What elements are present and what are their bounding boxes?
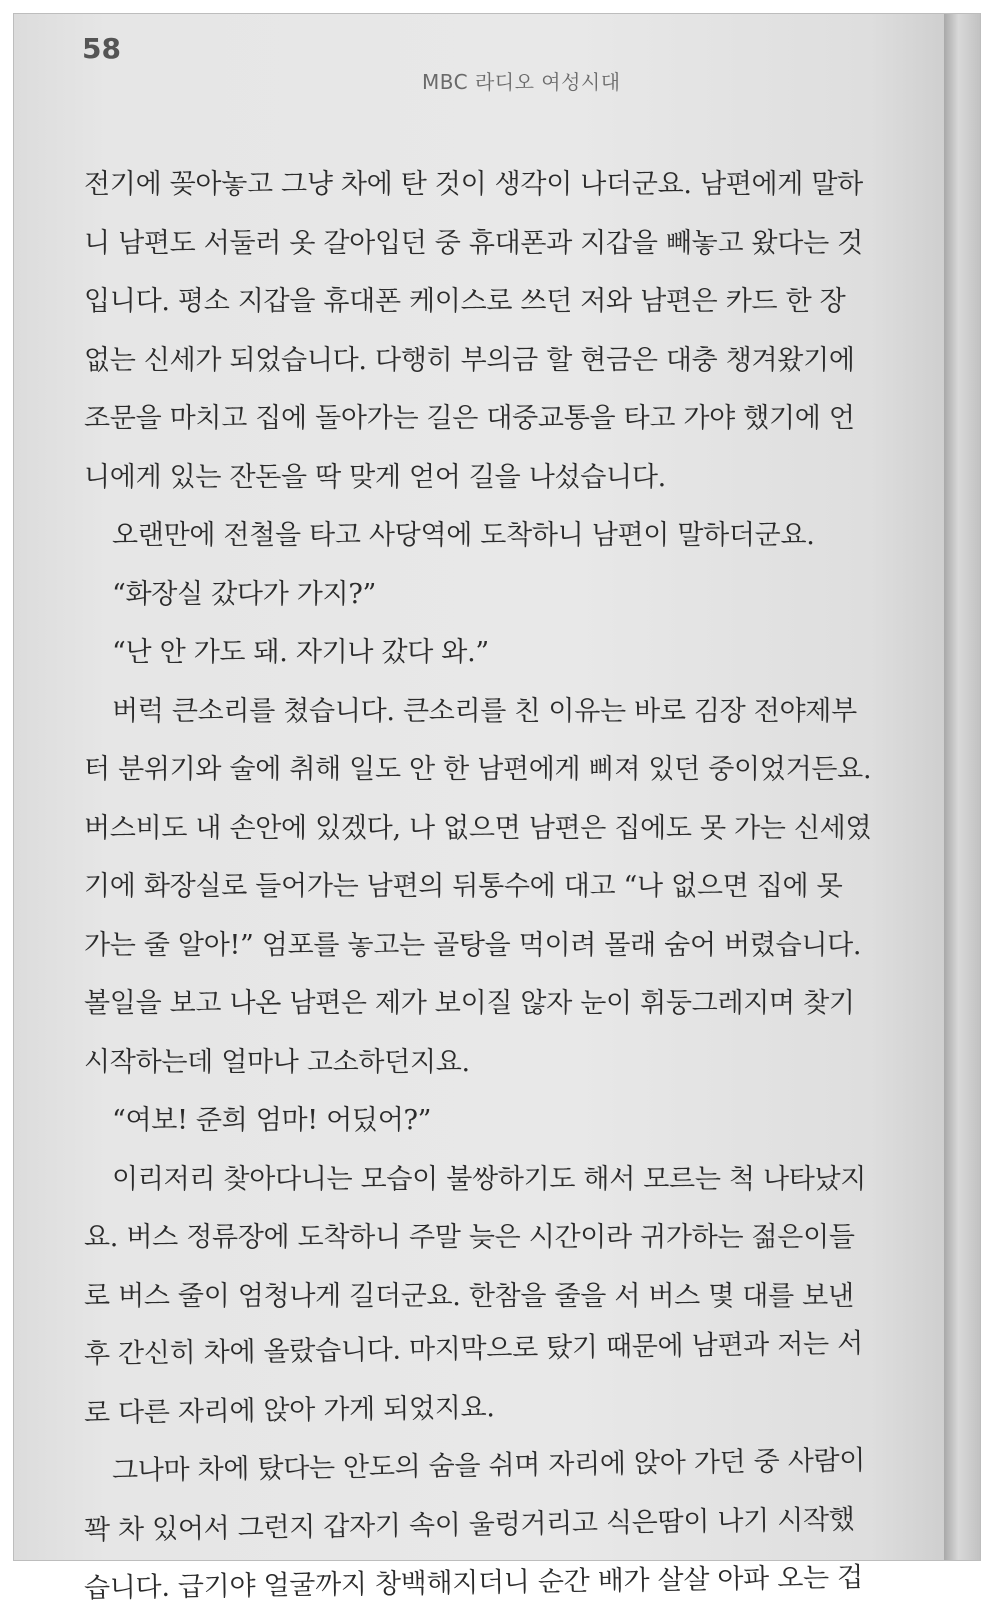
text-line: 꽉 차 있어서 그런지 갑자기 속이 울렁거리고 식은땀이 나기 시작했 [83,1503,855,1546]
page-number: 58 [82,32,121,65]
text-line: 로 다른 자리에 앉아 가게 되었지요. [83,1391,495,1429]
text-line: 볼일을 보고 나온 남편은 제가 보이질 않자 눈이 휘둥그레지며 찾기 [84,988,855,1019]
text-line: 기에 화장실로 들어가는 남편의 뒤통수에 대고 “나 없으면 집에 못 [84,871,843,902]
book-page-edge [944,14,980,1560]
text-line: “여보! 준희 엄마! 어딨어?” [112,1105,432,1136]
text-line: 조문을 마치고 집에 돌아가는 길은 대중교통을 타고 가야 했기에 언 [84,403,855,434]
text-line: 요. 버스 정류장에 도착하니 주말 늦은 시간이라 귀가하는 젊은이들 [84,1222,855,1253]
text-line: “화장실 갔다가 가지?” [112,578,377,610]
text-line: 입니다. 평소 지갑을 휴대폰 케이스로 쓰던 저와 남편은 카드 한 장 [84,286,846,317]
text-line: 없는 신세가 되었습니다. 다행히 부의금 할 현금은 대충 챙겨왔기에 [84,344,855,376]
book-page [14,14,946,1604]
text-line: 오랜만에 전철을 타고 사당역에 도착하니 남편이 말하더군요. [112,520,815,551]
text-line: 시작하는데 얼마나 고소하던지요. [84,1046,470,1078]
text-line: 터 분위기와 술에 취해 일도 안 한 남편에게 삐져 있던 중이었거든요. [84,754,872,785]
text-line: 버스비도 내 손안에 있겠다, 나 없으면 남편은 집에도 못 가는 신세였 [84,812,872,844]
text-line: 로 버스 줄이 엄청나게 길더군요. 한참을 줄을 서 버스 몇 대를 보낸 [84,1280,854,1312]
text-line: “난 안 가도 돼. 자기나 갔다 와.” [112,637,489,668]
text-line: 가는 줄 알아!” 엄포를 놓고는 골탕을 먹이려 몰래 숨어 버렸습니다. [84,929,862,961]
text-line: 버럭 큰소리를 쳤습니다. 큰소리를 친 이유는 바로 김장 전야제부 [112,695,857,727]
text-line: 그나마 차에 탔다는 안도의 숨을 쉬며 자리에 앉아 가던 중 사람이 [111,1445,866,1487]
text-line: 니에게 있는 잔돈을 딱 맞게 얻어 길을 나섰습니다. [84,461,666,493]
text-line: 습니다. 급기야 얼굴까지 창백해지더니 순간 배가 살살 아파 오는 겁 [83,1562,864,1604]
text-line: 후 간신히 차에 올랐습니다. 마지막으로 탔기 때문에 남편과 저는 서 [83,1328,864,1370]
text-line: 전기에 꽂아놓고 그냥 차에 탄 것이 생각이 나더군요. 남편에게 말하 [84,169,863,200]
book-photo [14,14,980,1604]
running-header: MBC 라디오 여성시대 [422,70,621,94]
text-line: 이리저리 찾아다니는 모습이 불쌍하기도 해서 모르는 척 나타났지 [112,1163,867,1195]
text-line: 니 남편도 서둘러 옷 갈아입던 중 휴대폰과 지갑을 빼놓고 왔다는 것 [84,227,863,259]
body-text [84,156,904,1619]
